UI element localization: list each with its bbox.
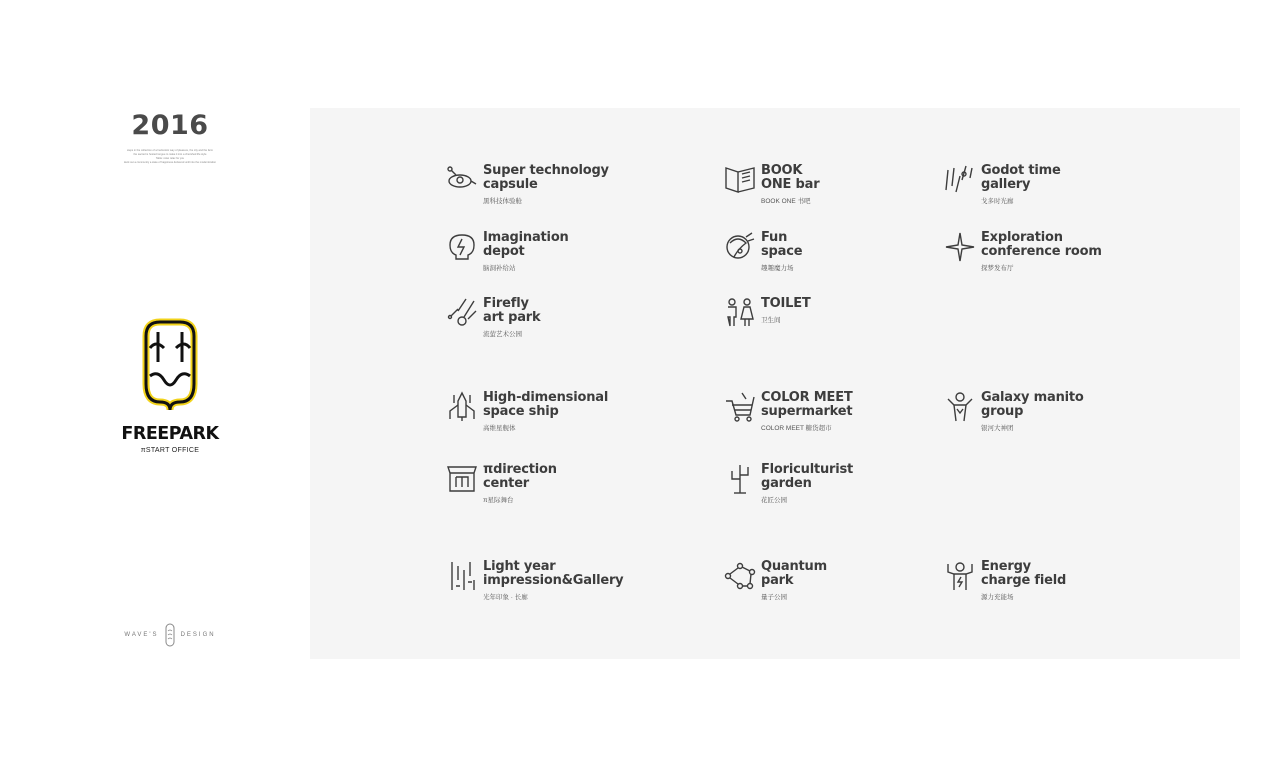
intro-text bbox=[120, 149, 220, 165]
freepark-logo bbox=[136, 318, 204, 414]
item-title: Imagination bbox=[483, 230, 569, 245]
item-subtitle: 黑科技体验舱 bbox=[483, 198, 522, 205]
cactus-icon bbox=[724, 463, 756, 495]
waves-design-logo bbox=[110, 622, 230, 648]
waves-right-text: DESIGN bbox=[180, 632, 216, 638]
item-title: depot bbox=[483, 244, 525, 259]
item-title: πdirection bbox=[483, 462, 557, 477]
item-title: space ship bbox=[483, 404, 559, 419]
item-title: High-dimensional bbox=[483, 390, 609, 405]
firefly-icon bbox=[446, 297, 478, 329]
item-title: Energy bbox=[981, 559, 1031, 574]
direction-center-icon bbox=[446, 463, 478, 495]
item-title: art park bbox=[483, 310, 541, 325]
brand-name: FREEPARK bbox=[121, 424, 219, 444]
capsule-icon bbox=[446, 164, 478, 196]
intro-line: deck out a community a state of happiness delivered until into the modernization bbox=[123, 161, 217, 164]
facility-item bbox=[724, 463, 984, 513]
facility-item bbox=[944, 231, 1204, 281]
item-title: Fun bbox=[761, 230, 788, 245]
facility-item bbox=[944, 391, 1204, 441]
exploration-icon bbox=[944, 231, 976, 263]
item-title: Floriculturist bbox=[761, 462, 854, 477]
item-subtitle: 探梦发布厅 bbox=[981, 265, 1014, 272]
item-subtitle: 流萤艺术公园 bbox=[483, 331, 522, 338]
item-subtitle: 脑洞补给站 bbox=[483, 265, 516, 272]
brand-subtitle: πSTART OFFICE bbox=[140, 447, 200, 454]
facility-item bbox=[446, 463, 706, 513]
item-title: center bbox=[483, 476, 530, 491]
item-title: garden bbox=[761, 476, 812, 491]
sidebar bbox=[110, 100, 230, 660]
facility-item bbox=[446, 164, 706, 214]
waves-left-text: WAVE'S bbox=[124, 632, 159, 638]
item-title: Super technology bbox=[483, 163, 609, 178]
item-subtitle: 银河大神团 bbox=[981, 425, 1014, 432]
facility-item bbox=[944, 560, 1204, 610]
facility-item bbox=[446, 391, 706, 441]
book-icon bbox=[724, 164, 756, 196]
item-subtitle: 光年印象 · 长廊 bbox=[483, 594, 528, 601]
spaceship-icon bbox=[446, 391, 478, 423]
item-title: Firefly bbox=[483, 296, 529, 311]
item-subtitle: 趣趣魔力场 bbox=[761, 265, 794, 272]
item-title: ONE bar bbox=[761, 177, 820, 192]
item-title: space bbox=[761, 244, 803, 259]
item-title: supermarket bbox=[761, 404, 853, 419]
item-subtitle: 源力充能场 bbox=[981, 594, 1014, 601]
cart-icon bbox=[724, 391, 756, 423]
item-subtitle: 卫生间 bbox=[761, 317, 781, 324]
waves-emblem-icon bbox=[165, 623, 175, 647]
item-title: Exploration bbox=[981, 230, 1063, 245]
item-title: Light year bbox=[483, 559, 556, 574]
facility-item bbox=[944, 164, 1204, 214]
depot-icon bbox=[446, 231, 478, 263]
light-year-icon bbox=[446, 560, 478, 592]
item-title: charge field bbox=[981, 573, 1067, 588]
item-subtitle: π星际舞台 bbox=[483, 497, 514, 504]
item-title: impression&Gallery bbox=[483, 573, 624, 588]
item-title: park bbox=[761, 573, 794, 588]
item-subtitle: 戈多时光廊 bbox=[981, 198, 1014, 205]
item-title: Godot time bbox=[981, 163, 1061, 178]
facility-panel bbox=[310, 108, 1240, 659]
item-title: capsule bbox=[483, 177, 538, 192]
item-subtitle: BOOK ONE 书吧 bbox=[761, 198, 811, 205]
hero-icon bbox=[944, 391, 976, 423]
toilet-icon bbox=[724, 297, 756, 329]
time-gallery-icon bbox=[944, 164, 976, 196]
quantum-icon bbox=[724, 560, 756, 592]
facility-item bbox=[446, 297, 706, 347]
intro-line: steps in the collection of a hedonistic way of pleasure, the city and the farm bbox=[126, 149, 214, 152]
intro-line: the sacred is hosted tongue to make it into a cherished life style bbox=[133, 153, 207, 156]
item-subtitle: 花匠公园 bbox=[761, 497, 787, 504]
item-subtitle: COLOR MEET 糖货超市 bbox=[761, 425, 832, 432]
fun-space-icon bbox=[724, 231, 756, 263]
item-title: BOOK bbox=[761, 163, 803, 178]
item-subtitle: 量子公园 bbox=[761, 594, 787, 601]
facility-item bbox=[724, 297, 984, 347]
item-title: gallery bbox=[981, 177, 1031, 192]
item-title: group bbox=[981, 404, 1024, 419]
year-title: 2016 bbox=[131, 110, 209, 141]
item-title: TOILET bbox=[761, 296, 811, 311]
intro-line: Table: relax relax for you bbox=[155, 157, 185, 160]
item-title: COLOR MEET bbox=[761, 390, 853, 405]
facility-item bbox=[446, 231, 706, 281]
item-title: conference room bbox=[981, 244, 1102, 259]
item-title: Galaxy manito bbox=[981, 390, 1084, 405]
energy-icon bbox=[944, 560, 976, 592]
facility-item bbox=[446, 560, 706, 610]
item-title: Quantum bbox=[761, 559, 827, 574]
item-subtitle: 高维星舰体 bbox=[483, 425, 516, 432]
